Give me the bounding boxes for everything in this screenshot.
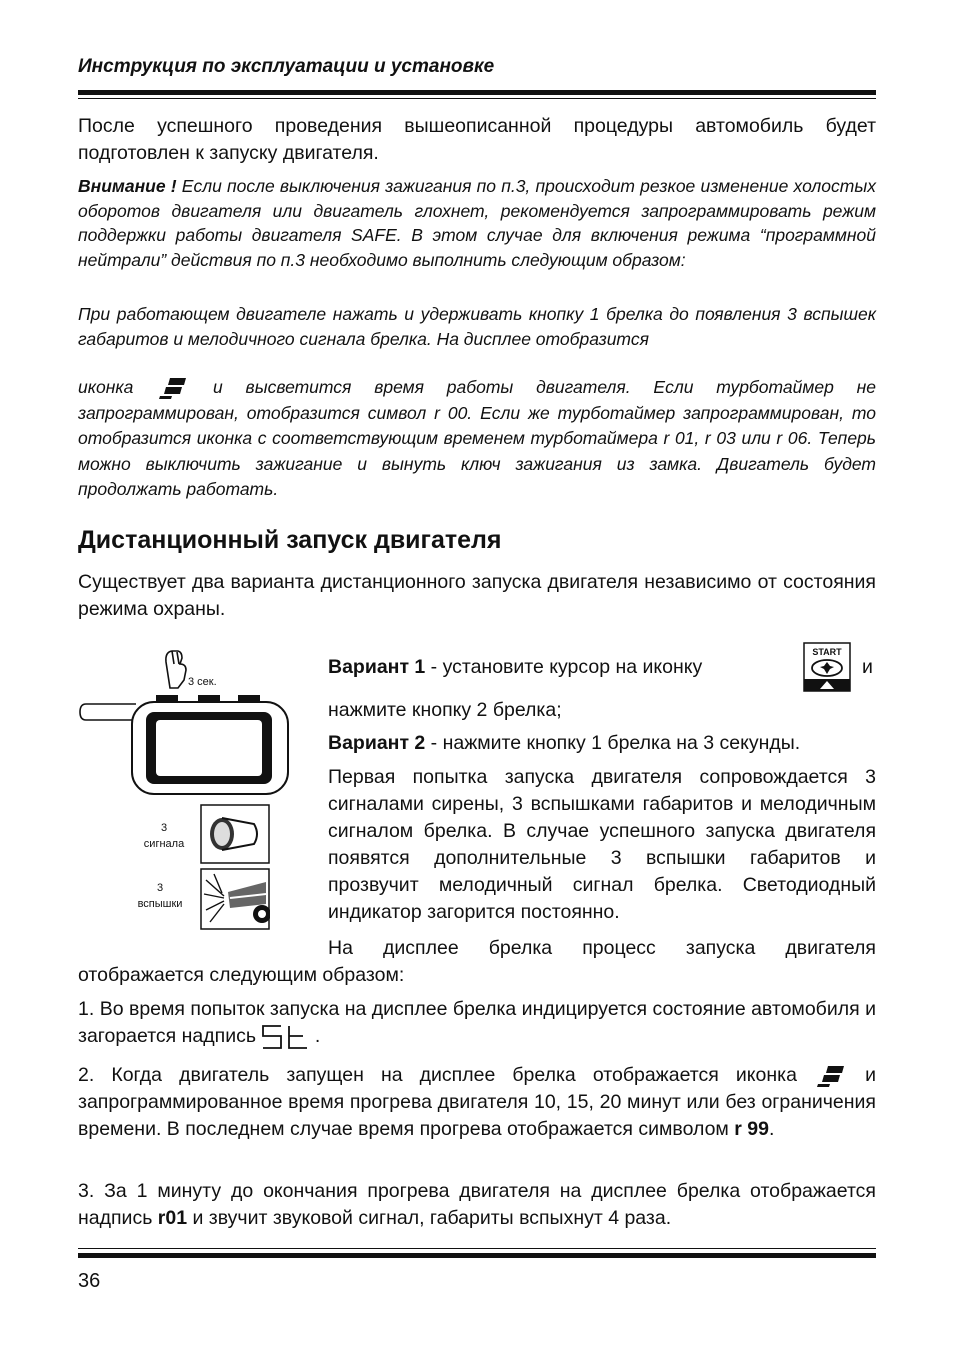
variant-1-label: Вариант 1 (328, 656, 426, 678)
page-header: Инструкция по эксплуатации и установке (78, 56, 495, 77)
list-item-3 (78, 1178, 876, 1232)
header-rule-thin (78, 98, 876, 99)
list-item-2-text-b: и запрограммированное время прогрева двигателя 10, 15, 20 минут или без ограничения времени. В последнем случае время прогрева отображается символом (78, 1064, 877, 1140)
list-item-3-bold: r01 (157, 1207, 188, 1229)
section-title: Дистанционный запуск двигателя (78, 526, 502, 554)
page-number: 36 (78, 1270, 101, 1292)
warning-paragraph-2: При работающем двигателе нажать и удерживать кнопку 1 брелка до появления 3 вспышек габаритов и мелодичного сигнала брелка. На дисплее отобразится (78, 304, 876, 349)
variant-paragraph: Первая попытка запуска двигателя сопровождается 3 сигналами сирены, 3 вспышками габаритов и мелодичным сигналом брелка. В случае успешного запуска двигателя появятся дополнительные 3 вспышки габаритов и прозвучит мелодичный сигнал брелка. Светодиодный индикатор загорится постоянно. (328, 766, 876, 923)
list-item-1-text: 1. Во время попыток запуска на дисплее брелка индицируется состояние автомобиля и загорается надпись (78, 998, 876, 1047)
flashes-label: вспышки (137, 898, 183, 910)
warning-text-3: и высветится время работы двигателя. Если турботаймер не запрограммирован, отобразится символ r 00. Если же турботаймер запрограммирован, то отобразится иконка с соответствующим временем турботаймера r 01, r 03 или r 06. Теперь можно выключить зажигание и вынуть ключ зажигания из замка. Двигатель будет продолжать работать. (78, 377, 876, 499)
list-item-2-bold: r 99 (734, 1118, 769, 1140)
icon-word: иконка (78, 377, 134, 397)
footer-rule (78, 1253, 876, 1258)
headlight-flash-icon (200, 868, 270, 930)
signals-label: сигнала (143, 838, 185, 850)
list-item-2-end: . (768, 1118, 775, 1140)
start-icon-label: START (812, 647, 842, 657)
warning-label: Внимание ! (78, 176, 177, 196)
display-intro-b: отображается следующим образом: (78, 964, 405, 986)
pointing-hand-icon (166, 651, 186, 688)
list-item-3-text: 3. За 1 минуту до окончания прогрева двигателя на дисплее брелка отображается надпись (78, 1180, 876, 1229)
variant-1-text: - установите курсор на иконку (425, 656, 703, 678)
seconds-label: 3 сек. (188, 676, 217, 688)
engine-running-icon (156, 376, 190, 400)
st-display-glyph-icon (261, 1024, 309, 1050)
display-intro-a: На дисплее брелка процесс запуска двигателя (328, 937, 876, 959)
header-rule (78, 90, 876, 95)
variant-2-label: Вариант 2 (328, 732, 426, 754)
intro-paragraph: После успешного проведения вышеописанной процедуры автомобиль будет подготовлен к запуску двигателя. (78, 115, 876, 164)
variant-2-text: - нажмите кнопку 1 брелка на 3 секунды. (425, 732, 801, 754)
list-item-2-text: 2. Когда двигатель запущен на дисплее брелка отображается иконка (78, 1064, 797, 1086)
variant-2-line (328, 730, 876, 757)
list-item-2 (78, 1062, 876, 1143)
siren-icon (200, 804, 270, 864)
start-icon (803, 642, 851, 692)
warning-paragraph (78, 174, 876, 272)
engine-running-icon (814, 1064, 848, 1088)
warning-text: Если после выключения зажигания по п.3, происходит резкое изменение холостых оборотов двигателя или двигатель глохнет, рекомендуется запрограммировать режим поддержки работы двигателя SAFE. В этом случае для включения режима “программной нейтрали” действия по п.3 необходимо выполнить следующим образом: (78, 176, 876, 270)
flashes-count: 3 (156, 882, 164, 894)
variant-1-line (328, 654, 876, 681)
variant-1-text-2: нажмите кнопку 2 брелка; (328, 699, 562, 721)
list-item-1-end: . (314, 1025, 321, 1047)
signals-count: 3 (160, 822, 168, 834)
footer-rule-thin (78, 1248, 876, 1249)
list-item-3-end: и звучит звуковой сигнал, габариты вспыхнут 4 раза. (192, 1207, 672, 1229)
list-item-1 (78, 996, 876, 1050)
warning-paragraph-3 (78, 375, 876, 503)
variant-1-and: и (862, 656, 873, 678)
key-fob-illustration (78, 640, 293, 800)
section-intro: Существует два варианта дистанционного запуска двигателя независимо от состояния режима охраны. (78, 571, 876, 620)
